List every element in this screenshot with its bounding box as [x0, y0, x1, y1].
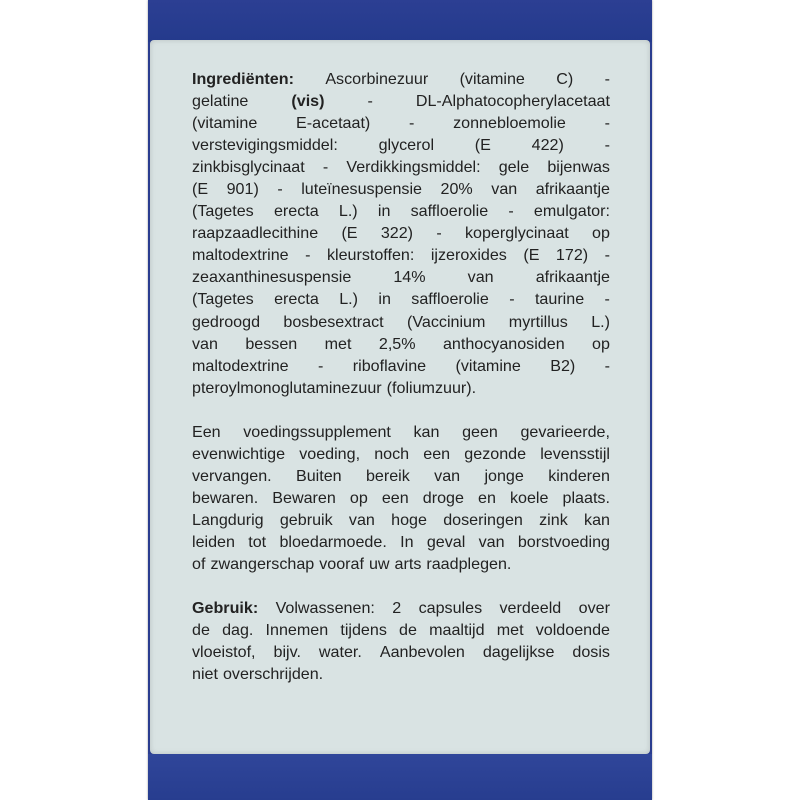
text-line — [192, 487, 610, 509]
package-top-band — [148, 0, 652, 42]
text-word: tot — [248, 532, 267, 551]
text-word: Ascorbinezuur — [325, 70, 429, 88]
text-word: gedroogd — [192, 312, 261, 331]
text-word: de — [192, 621, 210, 640]
text-word: bessen — [245, 334, 298, 353]
text-word: van — [491, 180, 518, 199]
text-word: een — [423, 444, 451, 463]
text-word: zeaxanthinesuspensie — [192, 268, 352, 287]
label-text — [192, 68, 610, 685]
text-word: water. — [318, 643, 362, 662]
text-line — [192, 531, 610, 553]
ingredients-section — [192, 68, 610, 399]
text-word: erecta — [273, 202, 319, 221]
text-word: Een — [192, 422, 221, 441]
text-word: droge — [422, 488, 464, 507]
text-word: - — [604, 136, 610, 155]
text-word: (vis) — [291, 92, 325, 111]
text-word: kleurstoffen: — [326, 246, 415, 265]
text-word: 422) — [531, 136, 564, 155]
text-word: C) — [556, 70, 574, 88]
text-line — [192, 663, 610, 685]
text-word: myrtillus — [508, 312, 568, 331]
text-word: voeding, — [299, 444, 361, 463]
text-word: glycerol — [378, 136, 435, 155]
text-word: noch — [374, 444, 410, 463]
text-word: emulgator: — [533, 202, 610, 221]
text-word: 901) — [226, 180, 259, 199]
text-word: L.) — [591, 312, 610, 331]
text-word: van — [192, 334, 218, 353]
package-bottom-band — [148, 754, 652, 800]
text-line — [192, 421, 610, 443]
text-word: van — [348, 510, 375, 529]
text-word: evenwichtige — [192, 444, 286, 463]
text-word: geval — [426, 532, 466, 551]
text-line — [192, 244, 610, 266]
text-line — [192, 553, 610, 575]
text-word: gevarieerde, — [520, 422, 610, 441]
text-word: (vitamine — [455, 356, 521, 375]
text-word: - — [436, 224, 442, 243]
text-word: kan — [413, 422, 440, 441]
text-word: op — [592, 224, 610, 243]
text-word: Volwassenen: — [275, 599, 375, 618]
text-word: maltodextrine — [192, 356, 289, 375]
text-word: raapzaadlecithine — [192, 224, 319, 243]
text-word: jonge — [484, 466, 524, 485]
text-word: riboflavine — [352, 356, 427, 375]
text-line — [192, 333, 610, 355]
text-word: bloedarmoede. — [279, 532, 387, 551]
section-heading: Gebruik: — [192, 599, 259, 618]
text-word: levensstijl — [540, 444, 610, 463]
text-word: Innemen — [265, 621, 329, 640]
text-word: Bewaren — [272, 488, 336, 507]
text-word: raadplegen. — [426, 554, 512, 573]
text-word: Buiten — [295, 466, 342, 485]
text-word: van — [434, 466, 461, 485]
text-line — [192, 134, 610, 156]
text-word: leiden — [192, 532, 235, 551]
text-word: bereik — [365, 466, 410, 485]
text-line — [192, 597, 610, 619]
text-line — [192, 288, 610, 310]
text-word: - — [305, 246, 311, 265]
text-word: doseringen — [443, 510, 523, 529]
text-word: - — [604, 356, 610, 375]
text-word: verdeeld — [499, 599, 562, 618]
text-word: - — [509, 290, 515, 309]
text-word: zinkbisglycinaat — [192, 158, 305, 177]
text-word: niet — [192, 665, 218, 684]
text-word: (Tagetes — [192, 202, 254, 221]
text-word: 172) — [555, 246, 589, 265]
text-line — [192, 90, 610, 112]
text-word: over — [578, 599, 610, 618]
text-word: (vitamine — [459, 70, 525, 88]
text-word: gezonde — [464, 444, 527, 463]
text-word: op — [592, 334, 610, 353]
text-word: 14% — [393, 268, 426, 287]
text-word: koperglycinaat — [464, 224, 569, 243]
text-word: ijzeroxides — [430, 246, 507, 265]
text-word: gele — [498, 158, 530, 177]
text-word: kan — [584, 510, 610, 529]
text-word: 2 — [392, 599, 402, 618]
text-word: met — [496, 621, 524, 640]
text-word: taurine — [534, 290, 585, 309]
text-word: Langdurig — [192, 510, 264, 529]
text-word: - — [604, 290, 610, 309]
text-word: Aanbevolen — [379, 643, 465, 662]
text-word: en — [478, 488, 496, 507]
text-word: dosis — [572, 643, 610, 662]
section-heading: Ingrediënten: — [192, 70, 294, 88]
warning-section — [192, 421, 610, 575]
text-line — [192, 509, 610, 531]
text-word: bijv. — [273, 643, 301, 662]
text-word: (Vaccinium — [407, 312, 486, 331]
text-word: luteïnesuspensie — [301, 180, 423, 199]
text-word: - — [318, 356, 324, 375]
text-word: afrikaantje — [535, 180, 610, 199]
text-word: - — [604, 70, 610, 88]
text-word: zink — [539, 510, 568, 529]
text-word: een — [381, 488, 409, 507]
text-word: in — [377, 202, 391, 221]
text-word: afrikaantje — [535, 268, 610, 287]
text-word: L.) — [339, 290, 359, 309]
text-word: tijdens — [340, 621, 387, 640]
text-word: (E — [523, 246, 540, 265]
text-word: In — [400, 532, 414, 551]
text-word: - — [508, 202, 514, 221]
text-word: 2,5% — [378, 334, 416, 353]
text-line — [192, 311, 610, 333]
text-word: 20% — [440, 180, 473, 199]
text-word: saffloerolie — [410, 202, 489, 221]
text-word: de — [399, 621, 417, 640]
text-word: B2) — [550, 356, 576, 375]
text-line — [192, 377, 610, 399]
text-word: (E — [341, 224, 358, 243]
text-word: verstevigingsmiddel: — [192, 136, 338, 155]
text-word: koele — [509, 488, 549, 507]
text-word: voldoende — [535, 621, 610, 640]
text-word: uw — [368, 554, 390, 573]
text-word: Verdikkingsmiddel: — [346, 158, 481, 177]
text-word: bijenwas — [547, 158, 610, 177]
text-word: vloeistof, — [192, 643, 256, 662]
text-word: maaltijd — [429, 621, 485, 640]
text-word: plaats. — [562, 488, 610, 507]
text-line — [192, 355, 610, 377]
text-line — [192, 443, 610, 465]
text-line — [192, 222, 610, 244]
text-word: arts — [394, 554, 422, 573]
text-word: hoge — [391, 510, 427, 529]
text-word: DL-Alphatocopherylacetaat — [415, 92, 610, 111]
text-line — [192, 68, 610, 90]
text-word: (vitamine — [192, 114, 258, 133]
text-word: (E — [192, 180, 209, 199]
text-word: pteroylmonoglutaminezuur — [192, 378, 382, 397]
text-word: met — [324, 334, 352, 353]
text-line — [192, 266, 610, 288]
text-word: - — [604, 114, 610, 133]
text-word: van — [467, 268, 494, 287]
text-word: overschrijden. — [222, 665, 324, 684]
text-word: voedingssupplement — [243, 422, 391, 441]
text-word: van — [478, 532, 505, 551]
text-word: - — [322, 158, 329, 177]
text-line — [192, 619, 610, 641]
text-word: op — [349, 488, 368, 507]
text-line — [192, 465, 610, 487]
text-word: (foliumzuur). — [386, 378, 477, 397]
text-word: in — [378, 290, 391, 309]
text-word: bosbesextract — [283, 312, 384, 331]
text-word: zonnebloemolie — [453, 114, 566, 133]
text-line — [192, 156, 610, 178]
text-word: L.) — [338, 202, 358, 221]
text-word: vervangen. — [192, 466, 272, 485]
text-line — [192, 641, 610, 663]
usage-section — [192, 597, 610, 685]
text-word: anthocyanosiden — [442, 334, 565, 353]
text-word: - — [604, 246, 610, 265]
text-word: E-acetaat) — [296, 114, 371, 133]
text-word: dag. — [222, 621, 254, 640]
text-word: zwangerschap — [210, 554, 315, 573]
text-word: dagelijkse — [482, 643, 555, 662]
text-word: borstvoeding — [517, 532, 610, 551]
text-word: - — [277, 180, 283, 199]
text-word: gebruik — [279, 510, 333, 529]
text-word: (E — [474, 136, 491, 155]
text-word: (Tagetes — [192, 290, 254, 309]
text-word: capsules — [418, 599, 483, 618]
text-word: - — [409, 114, 415, 133]
text-line — [192, 112, 610, 134]
text-word: of — [192, 554, 206, 573]
text-word: gelatine — [192, 92, 249, 111]
text-word: erecta — [274, 290, 319, 309]
text-word: kinderen — [548, 466, 610, 485]
text-line — [192, 178, 610, 200]
text-word: geen — [462, 422, 498, 441]
text-line — [192, 200, 610, 222]
text-word: bewaren. — [192, 488, 259, 507]
text-word: 322) — [380, 224, 414, 243]
text-word: maltodextrine — [192, 246, 289, 265]
text-word: - — [367, 92, 373, 111]
text-word: saffloerolie — [411, 290, 489, 309]
text-word: vooraf — [319, 554, 364, 573]
